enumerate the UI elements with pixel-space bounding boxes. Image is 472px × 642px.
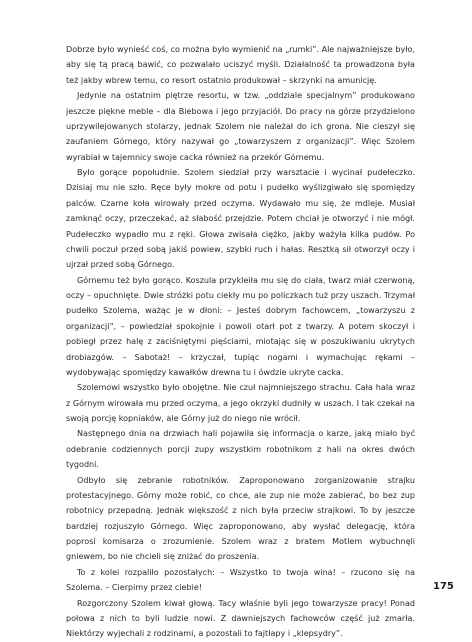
paragraph: To z kolei rozpaliło pozostałych: – Wszystko to twoja wina! – rzucono się na Szolema. – Cierpimy przez ciebie! [66, 567, 415, 593]
body-text [66, 42, 415, 642]
paragraph: Było gorące popołudnie. Szolem siedział przy warsztacie i wycinał pudełeczko. Dzisiaj mu nie szło. Ręce były mokre od potu i pudełko wyślizgiwało się spomiędzy palców. Czarne koła wirowały przed oczyma. Wydawało mu się, że mdleje. Musiał zamknąć oczy, przeczekać, aż słabość przejdzie. Potem chciał je otworzyć i nie mógł. Pudełeczko wypadło mu z ręki. Głowa zwisała ciężko, jakby ważyła kilka pudów. Po chwili poczuł przed sobą jakiś powiew, szybki ruch i hałas. Resztką sił otworzył oczy i ujrzał przed sobą Górnego. [66, 168, 415, 270]
paragraph: Rozgorczony Szolem kiwał głową. Tacy właśnie byli jego towarzysze pracy! Ponad połowa z nich to byli ludzie nowi. Z dawniejszych fachowców część już zmarła. Niektórzy wyjechali z rodzinami, a pozostali to fajtłapy i „klepsydry”. [66, 598, 415, 639]
paragraph: Następnego dnia na drzwiach hali pojawiła się informacja o karze, jaką miało być odebranie codziennych porcji zupy wszystkim robotnikom z hali na okres dwóch tygodni. [66, 429, 415, 470]
paragraph: Jedynie na ostatnim piętrze resortu, w tzw. „oddziale specjalnym” produkowano jeszcze piękne meble – dla Biebowa i jego przyjaciół. Do pracy na górze przydzielono uprzywilejowanych stolarzy, jednak Szolem nie należał do ich grona. Nie cieszył się zaufaniem Górnego, który nazywał go „towarzyszem z organizacji”. Więc Szolem wyrabiał w tajemnicy swoje cacka również na przekór Górnemu. [66, 91, 415, 162]
paragraph: Górnemu też było gorąco. Koszula przykleiła mu się do ciała, twarz miał czerwoną, oczy – opuchnięte. Dwie stróżki potu ciekły mu po policzkach tuż przy uszach. Trzymał pudełko Szolema, ważąc je w dłoni: – Jesteś dobrym fachowcem, „towarzyszu z organizacji”, – powiedział spokojnie i powoli otarł pot z twarzy. A potem skoczył i pobiegł przez halę z zaciśniętymi pięściami, miotając się w poszukiwaniu ukrytych drobiazgów. – Sabotaż! – krzyczał, tupiąc nogami i wymachując rękami – wydobywając spomiędzy kawałków drewna tu i ówdzie ukryte cacka. [66, 275, 415, 377]
page-number: 175 [433, 581, 454, 592]
paragraph: Szolemowi wszystko było obojętne. Nie czuł najmniejszego strachu. Cała hala wraz z Górnym wirowała mu przed oczyma, a jego okrzyki dudniły w uszach. I tak czekał na swoją porcję kopniaków, ale Górny już do niego nie wrócił. [66, 383, 415, 423]
paragraph: Dobrze było wynieść coś, co można było wymienić na „rumki”. Ale najważniejsze było, aby się tą pracą bawić, co pozwalało uciszyć myśli. Działalność ta prowadzona była też jakby wbrew temu, co resort ostatnio produkował – skrzynki na amunicję. [66, 45, 415, 85]
paragraph: Odbyło się zebranie robotników. Zaproponowano zorganizowanie strajku protestacyjnego. Górny może robić, co chce, ale zup nie może zabierać, bo bez zup robotnicy przepadną. Jednak większość z nich była przeciw strajkowi. To by jeszcze bardziej rozjuszyło Górnego. Więc zaproponowano, aby wysłać delegację, która poprosi komisarza o zrozumienie. Szolem wraz z bratem Motlem wybuchnęli gniewem, bo nie chcieli się zniżać do proszenia. [66, 475, 415, 562]
